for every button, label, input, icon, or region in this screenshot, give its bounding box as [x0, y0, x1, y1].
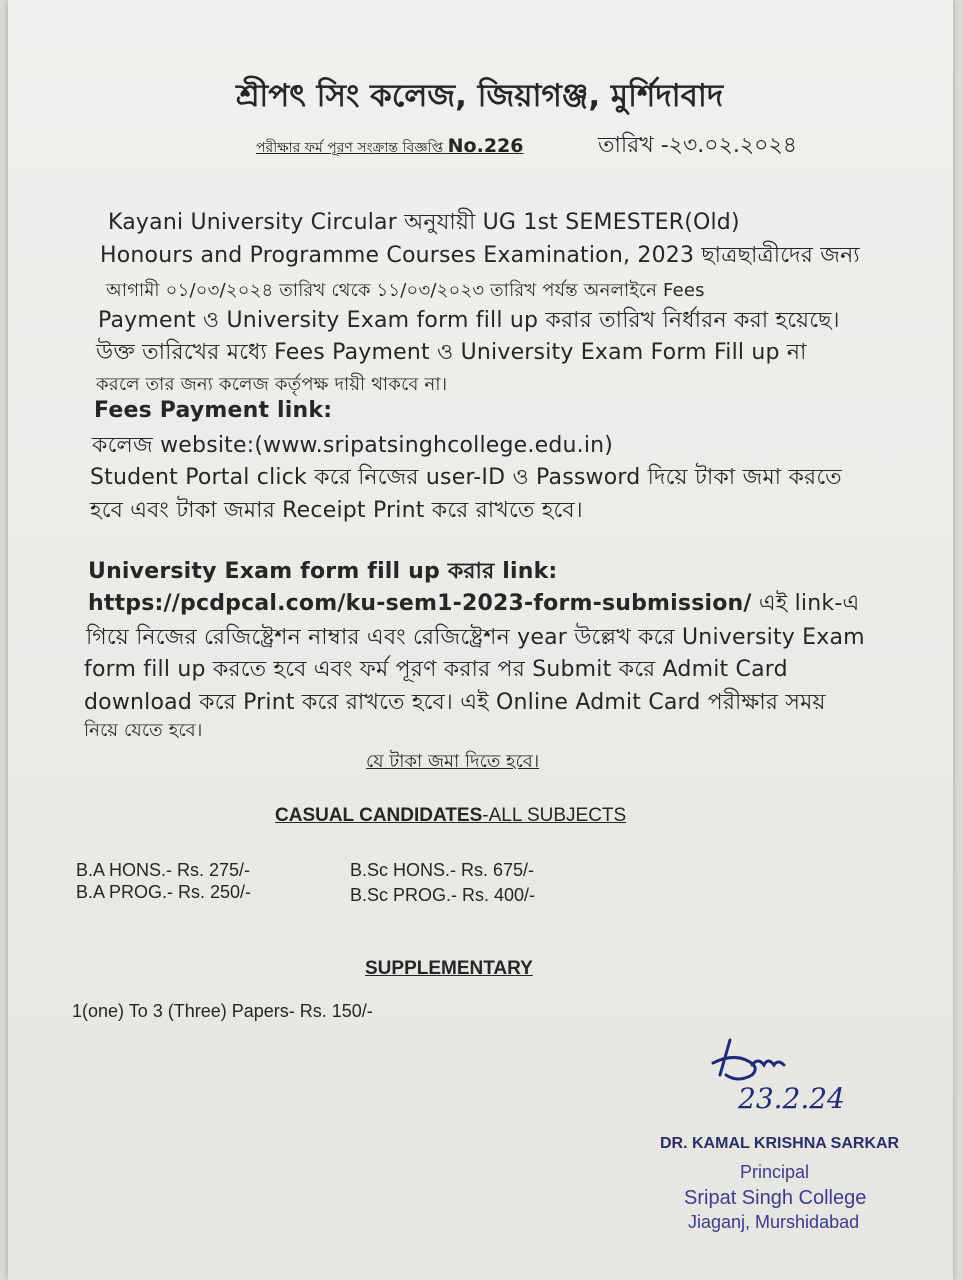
body-line-4: Payment ও University Exam form fill up করার তারিখ নির্ধারন করা হয়েছে। — [98, 308, 840, 333]
fees-payment-heading: Fees Payment link: — [94, 398, 333, 423]
body-line-1: Kayani University Circular অনুযায়ী UG 1st SEMESTER(Old) — [108, 210, 740, 235]
exam-line-2: form fill up করতে হবে এবং ফর্ম পূরণ করার পর Submit করে Admit Card — [84, 657, 788, 682]
exam-line-3: download করে Print করে রাখতে হবে। এই Online Admit Card পরীক্ষার সময় — [84, 690, 826, 715]
signature-date: 23.2.24 — [738, 1082, 845, 1115]
body-line-5: উক্ত তারিখের মধ্যে Fees Payment ও University Exam Form Fill up না — [96, 340, 807, 365]
supplementary-heading: SUPPLEMENTARY — [365, 958, 533, 979]
receipt-line: হবে এবং টাকা জমার Receipt Print করে রাখতে হবে। — [90, 498, 583, 523]
fee-bsc-prog: B.Sc PROG.- Rs. 400/- — [350, 885, 536, 905]
body-line-6: করলে তার জন্য কলেজ কর্তৃপক্ষ দায়ী থাকবে না। — [96, 374, 448, 395]
notice-subject-line — [256, 135, 523, 160]
stamp-college: Sripat Singh College — [684, 1187, 867, 1209]
stamp-place: Jiaganj, Murshidabad — [688, 1212, 860, 1232]
notice-subject: পরীক্ষার ফর্ম পূরণ সংক্রান্ত বিজ্ঞপ্তি — [256, 140, 444, 156]
exam-line-1: গিয়ে নিজের রেজিষ্ট্রেশন নাম্বার এবং রেজিষ্ট্রেশন year উল্লেখ করে University Exam — [86, 625, 865, 650]
body-line-2: Honours and Programme Courses Examination, 2023 ছাত্রছাত্রীদের জন্য — [100, 243, 860, 268]
exam-line-4: নিয়ে যেতে হবে। — [84, 720, 203, 741]
college-title: শ্রীপৎ সিং কলেজ, জিয়াগঞ্জ, মুর্শিদাবাদ — [236, 78, 724, 114]
casual-heading-tail: -ALL SUBJECTS — [482, 805, 627, 826]
amount-heading: যে টাকা জমা দিতে হবে। — [366, 751, 540, 772]
notice-paper — [8, 0, 953, 1280]
fee-ba-prog: B.A PROG.- Rs. 250/- — [76, 882, 252, 902]
notice-date: তারিখ -২৩.০২.২০২৪ — [598, 133, 798, 158]
body-line-3: আগামী ০১/০৩/২০২৪ তারিখ থেকে ১১/০৩/২০২৩ তারিখ পর্যন্ত অনলাইনে Fees — [106, 280, 705, 301]
principal-designation: Principal — [740, 1162, 810, 1182]
casual-heading — [275, 805, 626, 827]
exam-form-heading: University Exam form fill up করার link: — [88, 559, 558, 584]
principal-name: DR. KAMAL KRISHNA SARKAR — [660, 1135, 900, 1152]
fee-bsc-hons: B.Sc HONS.- Rs. 675/- — [350, 860, 535, 880]
supplementary-fee: 1(one) To 3 (Three) Papers- Rs. 150/- — [72, 1001, 373, 1021]
casual-heading-main: CASUAL CANDIDATES — [275, 805, 483, 826]
exam-form-link[interactable]: https://pcdpcal.com/ku-sem1-2023-form-submission/ — [88, 591, 752, 616]
student-portal-line: Student Portal click করে নিজের user-ID ও Password দিয়ে টাকা জমা করতে — [90, 465, 842, 490]
college-website-line: কলেজ website:(www.sripatsinghcollege.edu.in) — [92, 433, 614, 458]
exam-link-tail: এই link-এ — [751, 591, 860, 616]
exam-link-line — [88, 586, 859, 623]
fee-ba-hons: B.A HONS.- Rs. 275/- — [76, 860, 251, 880]
notice-number: No.226 — [447, 135, 524, 157]
